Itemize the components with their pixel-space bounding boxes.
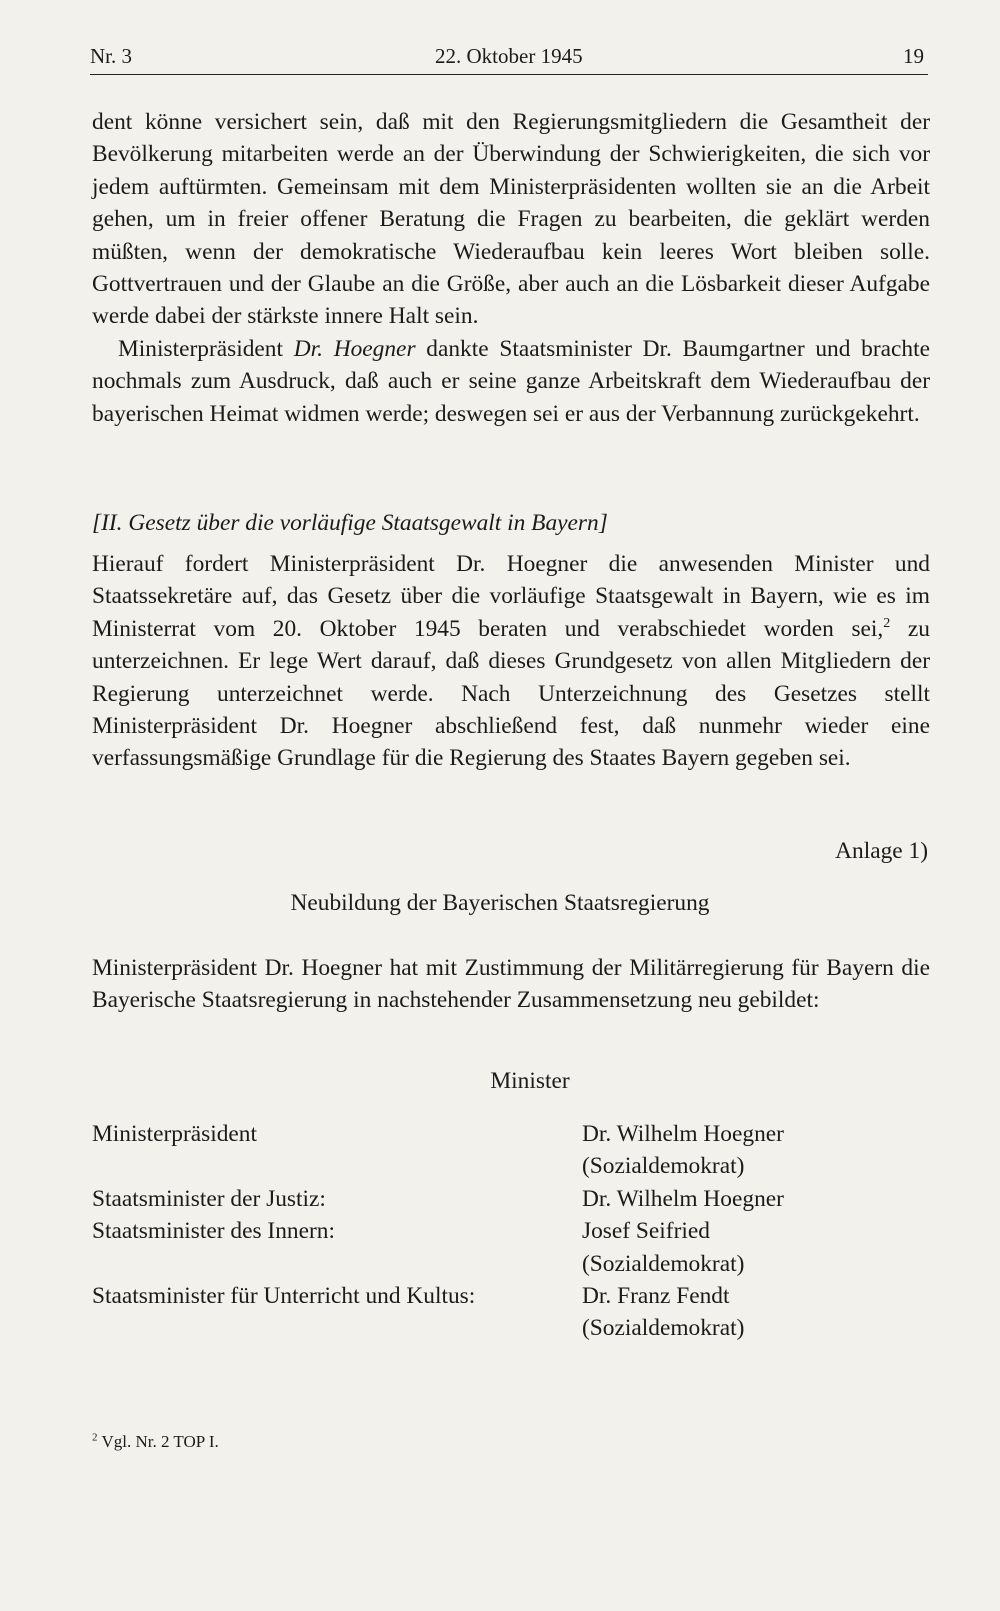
roster-row: [92, 1183, 852, 1215]
footnote: [92, 1432, 219, 1452]
roster-role: Staatsminister der Justiz:: [92, 1185, 326, 1212]
roster-row: [92, 1215, 852, 1280]
section-heading: [II. Gesetz über die vorläufige Staatsgewalt in Bayern]: [92, 510, 608, 536]
page-header: [90, 40, 928, 75]
roster-party: (Sozialdemokrat): [582, 1315, 745, 1342]
roster-row: [92, 1280, 852, 1345]
header-date: 22. Oktober 1945: [435, 44, 583, 68]
roster-role: Ministerpräsident: [92, 1121, 258, 1147]
paragraph-3-a: Hierauf fordert Ministerpräsident Dr. Hoegner die anwesenden Minister und Staatssekretäre auf, das Gesetz über die vorläufige Staatsgewalt in Bayern, wie es im Ministerrat vom 20. Oktober 1945 beraten und verabschiedet worden sei,: [92, 551, 930, 642]
minister-roster: [92, 1118, 852, 1345]
speaker-name: Dr. Hoegner: [293, 335, 416, 362]
page-number: 19: [903, 44, 924, 68]
roster-role: Staatsminister des Innern:: [92, 1218, 335, 1245]
paragraph-continuation: [92, 106, 930, 430]
paragraph-2: [92, 333, 930, 430]
issue-number: Nr. 3: [90, 44, 132, 68]
roster-person: Dr. Wilhelm Hoegner: [582, 1185, 784, 1212]
footnote-ref: 2: [883, 616, 891, 632]
roster-party: (Sozialdemokrat): [582, 1153, 745, 1180]
footnote-mark: 2: [92, 1431, 98, 1444]
appendix-title: Neubildung der Bayerischen Staatsregierung: [290, 890, 710, 916]
paragraph-4: Ministerpräsident Dr. Hoegner hat mit Zustimmung der Militärregierung für Bayern die Bayerische Staatsregierung in nachstehender Zusammensetzung neu gebildet:: [92, 955, 930, 1014]
minister-heading: Minister: [490, 1068, 570, 1094]
paragraph-3-b: zu unterzeichnen. Er lege Wert darauf, daß dieses Grundgesetz von allen Mitgliedern der Regierung unterzeichnet werde. Nach Unterzeichnung des Gesetzes stellt Ministerpräsident Dr. Hoegner abschließend fest, daß nunmehr wieder eine verfassungsmäßige Grundlage für die Regierung des Staates Bayern gegeben sei.: [92, 615, 930, 772]
paragraph-2-start: Ministerpräsident: [118, 335, 294, 362]
appendix-label: Anlage 1): [835, 838, 928, 864]
roster-party: (Sozialdemokrat): [582, 1250, 745, 1277]
roster-person: Josef Seifried: [582, 1218, 710, 1245]
paragraph-1: dent könne versichert sein, daß mit den Regierungsmitgliedern die Gesamtheit der Bevölkerung mitarbeiten werde an der Überwindung der Schwierigkeiten, die sich vor jedem auftürmten. Gemeinsam mit dem Ministerpräsidenten wollten sie an die Arbeit gehen, um in freier offener Beratung die Fragen zu bearbeiten, die geklärt werden müßten, wenn der demokratische Wiederaufbau kein leeres Wort bleiben solle. Gottvertrauen und der Glaube an die Größe, aber auch an die Lösbarkeit dieser Aufgabe werde dabei der stärkste innere Halt sein.: [92, 109, 930, 330]
paragraph-3: [92, 548, 930, 775]
roster-row: [92, 1118, 852, 1183]
footnote-text: Vgl. Nr. 2 TOP I.: [97, 1432, 219, 1451]
paragraph-2-rest: dankte Staatsminister Dr. Baumgartner und brachte nochmals zum Ausdruck, daß auch er seine ganze Arbeitskraft dem Wiederaufbau der bayerischen Heimat widmen werde; deswegen sei er aus der Verbannung zurückgekehrt.: [92, 335, 930, 427]
roster-role: Staatsminister für Unterricht und Kultus:: [92, 1283, 476, 1310]
roster-person: Dr. Franz Fendt: [582, 1283, 730, 1310]
roster-person: Dr. Wilhelm Hoegner: [582, 1121, 784, 1147]
